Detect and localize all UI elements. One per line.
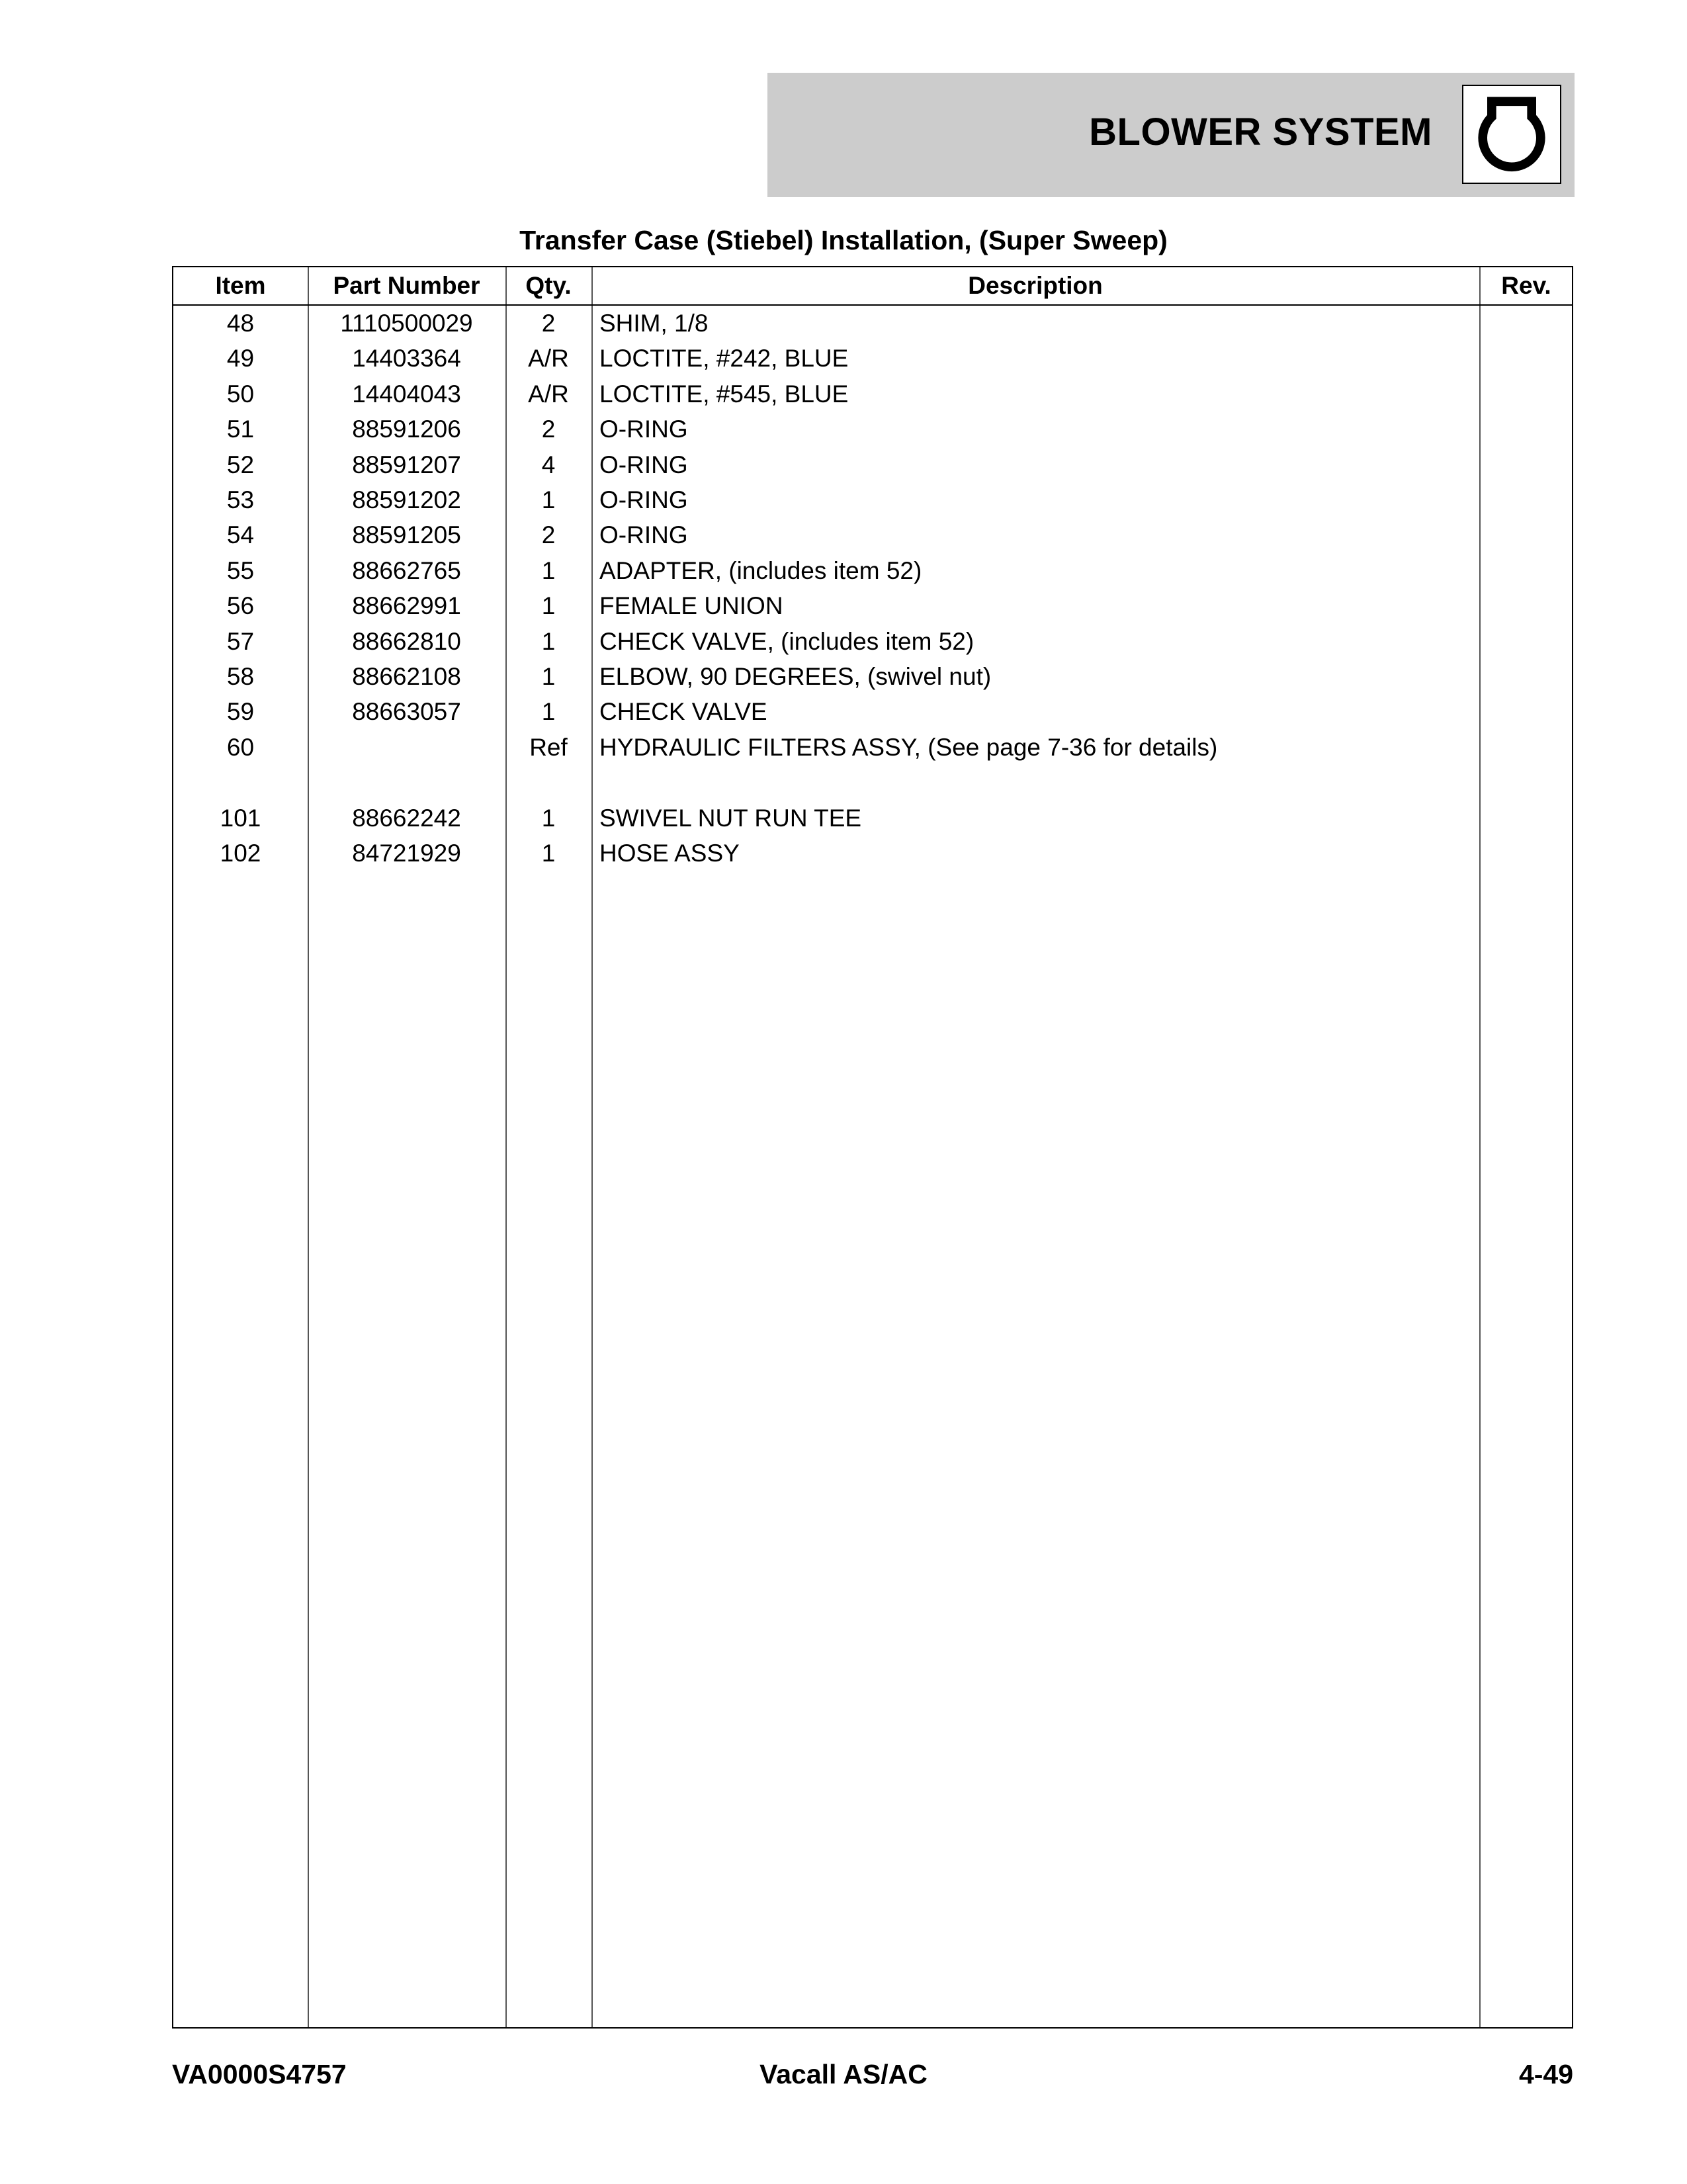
qty-cell: 1 xyxy=(541,556,556,584)
item-cell: 57 xyxy=(226,627,255,655)
table-row xyxy=(173,659,1572,694)
doc-number: VA0000S4757 xyxy=(172,2059,347,2089)
part-number-cell: 88591205 xyxy=(352,521,461,549)
table-row xyxy=(173,482,1572,517)
description-cell: ELBOW, 90 DEGREES, (swivel nut) xyxy=(599,663,992,690)
description-cell: O-RING xyxy=(599,415,688,443)
qty-cell: 1 xyxy=(541,627,556,655)
item-cell: 59 xyxy=(226,698,255,726)
table-title: Transfer Case (Stiebel) Installation, (Super Sweep) xyxy=(519,225,1168,255)
description-cell: SHIM, 1/8 xyxy=(599,310,709,337)
qty-cell: 1 xyxy=(541,840,556,867)
part-number-cell: 88591202 xyxy=(352,486,461,513)
qty-cell: 1 xyxy=(541,592,556,620)
parts-table xyxy=(172,266,1573,2029)
section-header xyxy=(767,73,1575,197)
description-cell: FEMALE UNION xyxy=(599,592,783,620)
description-cell: CHECK VALVE xyxy=(599,698,767,726)
description-cell: SWIVEL NUT RUN TEE xyxy=(599,804,862,832)
part-number-cell: 14404043 xyxy=(352,380,461,408)
part-number-cell: 88662108 xyxy=(352,663,461,690)
header-description: Description xyxy=(968,272,1103,299)
part-number-cell: 88591207 xyxy=(352,451,461,478)
table-row xyxy=(173,341,1572,376)
part-number-cell: 84721929 xyxy=(352,840,461,867)
page-number: 4-49 xyxy=(1518,2059,1573,2089)
description-cell: O-RING xyxy=(599,451,688,478)
item-cell: 50 xyxy=(226,380,255,408)
item-cell: 101 xyxy=(220,804,261,832)
table-row xyxy=(173,553,1572,588)
part-number-cell: 88663057 xyxy=(352,698,461,726)
header-item: Item xyxy=(215,272,266,299)
part-number-cell: 88662991 xyxy=(352,592,461,620)
description-cell: ADAPTER, (includes item 52) xyxy=(599,556,922,584)
qty-cell: Ref xyxy=(529,733,568,761)
qty-cell: A/R xyxy=(528,380,569,408)
description-cell: LOCTITE, #242, BLUE xyxy=(599,345,849,372)
table-row xyxy=(173,694,1572,729)
part-number-cell: 88662810 xyxy=(352,627,461,655)
qty-cell: 2 xyxy=(541,415,556,443)
table-row xyxy=(173,836,1572,871)
item-cell: 53 xyxy=(226,486,255,513)
table-row xyxy=(173,588,1572,623)
qty-cell: 1 xyxy=(541,698,556,726)
qty-cell: A/R xyxy=(528,345,569,372)
table-row xyxy=(173,517,1572,552)
item-cell: 51 xyxy=(226,415,255,443)
header-qty: Qty. xyxy=(525,272,572,299)
item-cell: 102 xyxy=(220,840,261,867)
qty-cell: 4 xyxy=(541,451,556,478)
description-cell: HOSE ASSY xyxy=(599,840,740,867)
item-cell: 58 xyxy=(226,663,255,690)
qty-cell: 2 xyxy=(541,310,556,337)
part-number-cell: 1110500029 xyxy=(340,310,473,337)
qty-cell: 1 xyxy=(541,663,556,690)
description-cell: O-RING xyxy=(599,521,688,549)
blower-icon xyxy=(1462,85,1561,184)
description-cell: O-RING xyxy=(599,486,688,513)
part-number-cell: 14403364 xyxy=(352,345,461,372)
description-cell: LOCTITE, #545, BLUE xyxy=(599,380,849,408)
table-row xyxy=(173,730,1572,765)
item-cell: 54 xyxy=(226,521,255,549)
header-rev: Rev. xyxy=(1501,272,1551,299)
table-row xyxy=(173,306,1572,341)
item-cell: 48 xyxy=(226,310,255,337)
item-cell: 60 xyxy=(226,733,255,761)
description-cell: HYDRAULIC FILTERS ASSY, (See page 7-36 for details) xyxy=(599,733,1218,761)
item-cell: 49 xyxy=(226,345,255,372)
qty-cell: 2 xyxy=(541,521,556,549)
item-cell: 56 xyxy=(226,592,255,620)
table-row xyxy=(173,624,1572,659)
qty-cell: 1 xyxy=(541,804,556,832)
table-row xyxy=(173,801,1572,836)
product-name: Vacall AS/AC xyxy=(759,2059,928,2089)
description-cell: CHECK VALVE, (includes item 52) xyxy=(599,627,974,655)
section-title: BLOWER SYSTEM xyxy=(1089,110,1432,153)
table-row xyxy=(173,447,1572,482)
table-row xyxy=(173,376,1572,412)
part-number-cell: 88662242 xyxy=(352,804,461,832)
item-cell: 52 xyxy=(226,451,255,478)
header-part-number: Part Number xyxy=(333,272,480,299)
part-number-cell: 88591206 xyxy=(352,415,461,443)
item-cell: 55 xyxy=(226,556,255,584)
part-number-cell: 88662765 xyxy=(352,556,461,584)
qty-cell: 1 xyxy=(541,486,556,513)
table-row xyxy=(173,412,1572,447)
